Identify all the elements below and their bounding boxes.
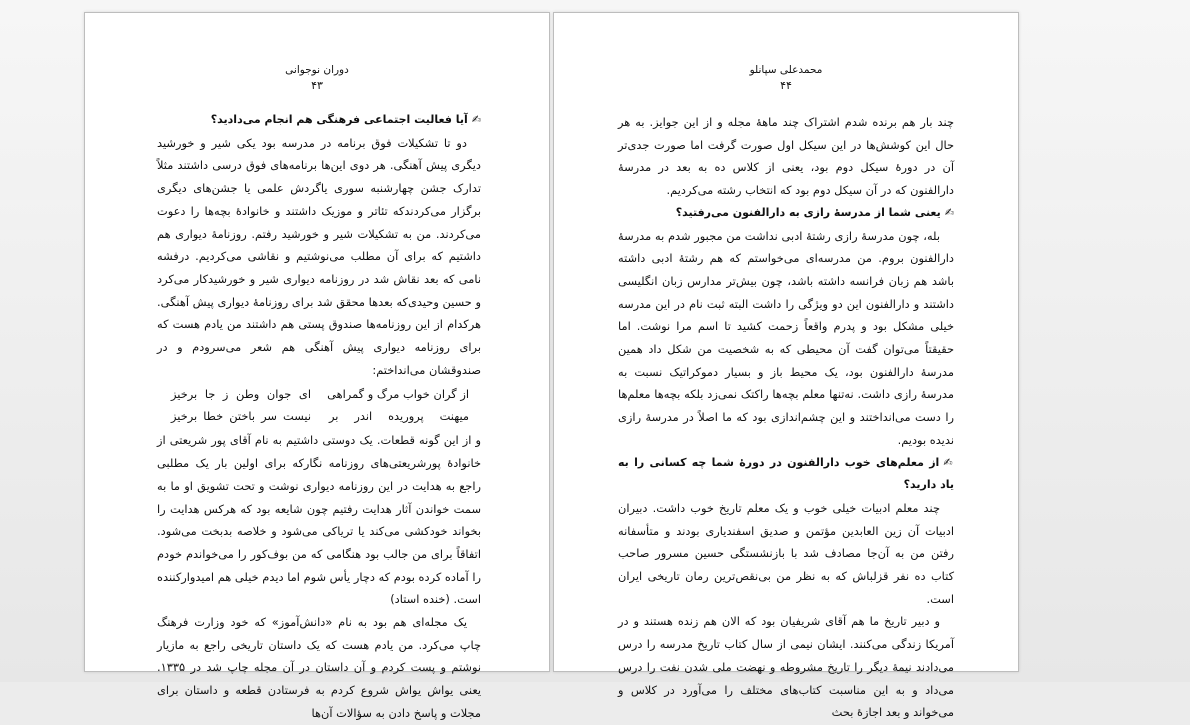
page-body — [618, 111, 954, 724]
page-44 — [553, 12, 1019, 720]
poem — [157, 383, 481, 427]
poem-hemistich: نیست سر باختن خطا برخیز — [171, 409, 311, 424]
question-text: از معلم‌های خوب دارالفنون در دورهٔ شما چه کسانی را به یاد دارید؟ — [618, 455, 954, 492]
paragraph: چند معلم ادبیات خیلی خوب و یک معلم تاریخ خوب داشت. دبیران ادبیات آن زین العابدین مؤتمن و صدیق اسفندیاری بودند و متأسفانه رفتن من به آن‌جا مصادف شد با بازنشستگی حسین مسرور صاحب کتاب ده نفر قزلباش که به نظر من بی‌نقص‌ترین رمان تاریخی ایران است. — [618, 500, 954, 606]
pen-hand-icon: ✍ — [943, 455, 955, 469]
running-head: دوران نوجوانی — [285, 64, 349, 76]
poem-line — [171, 383, 469, 405]
page-43 — [84, 12, 550, 720]
poem-line — [171, 405, 469, 427]
paragraph: چند بار هم برنده شدم اشتراک چند ماههٔ مجله و از این جوایز. به هر حال این کوشش‌ها در این سیکل اول صورت گرفت اما صورت جدی‌تر آن در دورهٔ سیکل دوم بود، یعنی از کلاس ده به بعد در مدرسهٔ دارالفنون که در آن سیکل دوم بود که انتخاب رشته می‌کردیم. — [618, 115, 954, 198]
poem-hemistich: میهنت پروریده اندر بر — [329, 409, 469, 424]
question-text: یعنی شما از مدرسهٔ رازی به دارالفنون می‌رفتید؟ — [675, 205, 941, 219]
question-text: آیا فعالیت اجتماعی فرهنگی هم انجام می‌دادید؟ — [210, 113, 468, 126]
paragraph: دو تا تشکیلات فوق برنامه در مدرسه بود یکی شیر و خورشید دیگری پیش آهنگی. هر دوی این‌ها برنامه‌های فوق درسی داشتند مثلاً تدارک جشن چهارشنبه سوری یاگردش علمی یا جشن‌های دیگری برگزار می‌کردندکه تئاتر و موزیک داشتند و خانوادهٔ بچه‌ها را دعوت می‌کردند. من به تشکیلات شیر و خورشید رفتم. روزنامهٔ دیواری هم داشتیم که برای آن مطلب می‌نوشتیم و نقاشی می‌کردیم. درفشه نامی که بعد نقاش شد در روزنامه دیواری شیر و خورشیدکار می‌کرد و حسین وحیدی‌که بعدها محقق شد برای روزنامهٔ دیواری پیش آهنگی. هرکدام از این روزنامه‌ها صندوق پستی هم داشتند من یادم هست که برای روزنامه دیواری پیش آهنگی هم شعر می‌سرودم و در صندوقشان می‌انداختم: — [157, 135, 481, 377]
running-head: محمدعلی سپانلو — [749, 64, 823, 76]
paragraph: و دبیر تاریخ ما هم آقای شریفیان بود که الان هم زنده هستند و در آمریکا زندگی می‌کنند. ایشان نیمی از سال کتاب تاریخ مدرسه را درس می‌دادند نیمهٔ دیگر را تاریخ مشروطه و نهضت ملی شدن نفت را درس می‌داد و به این مناسبت کتاب‌های مختلف را می‌آورد در کلاس و می‌خواند و بعد اجازهٔ بحث — [618, 614, 954, 720]
pen-hand-icon: ✍ — [944, 205, 954, 219]
poem-hemistich: ای جوان وطن ز جا برخیز — [171, 387, 311, 402]
paragraph: بله، چون مدرسهٔ رازی رشتهٔ ادبی نداشت من مجبور شدم به مدرسهٔ دارالفنون بروم. من مدرسه‌ای می‌خواستم که هم رشتهٔ ادبی داشته باشد هم زبان فرانسه داشته باشد، چون بیش‌تر مدارس زبان انگلیسی داشتند و دارالفنون این دو ویژگی را داشت البته ثبت نام در این مدرسه خیلی مشکل بود و پدرم واقعاً زحمت کشید تا اسم مرا نوشت. اما حقیقتاً می‌توان گفت آن محیطی که به شخصیت من شکل داد همین مدرسهٔ دارالفنون بود، یک محیط باز و بسیار دموکراتیک نسبت به مدرسهٔ رازی داشت. نه‌تنها معلم بچه‌ها راکتک نمی‌زد بلکه بچه‌ها معلم‌ها را دست می‌انداختند و این چشم‌اندازی بود که ما اصلاً در مدرسهٔ رازی ندیده بودیم. — [618, 228, 954, 447]
interview-question — [157, 109, 481, 132]
page-body — [157, 109, 481, 725]
paragraph: یک مجله‌ای هم بود به نام «دانش‌آموز» که خود وزارت فرهنگ چاپ می‌کرد. من یادم هست که یک داستان تاریخی راجع به مازیار نوشتم و پست کردم و آن داستان در آن مجله چاپ شد در ۱۳۳۵. یعنی یواش یواش شروع کردم به فرستادن قطعه و داستان برای مجلات و پاسخ دادن به سؤالات آن‌ها — [157, 615, 481, 720]
page-number: ۴۳ — [311, 79, 323, 92]
interview-question — [618, 202, 954, 225]
interview-question — [618, 452, 954, 497]
page-number: ۴۴ — [780, 79, 792, 92]
paragraph: و از این گونه قطعات. یک دوستی داشتیم به نام آقای پور شریعتی از خانوادهٔ پورشریعتی‌های روزنامه نگارکه برای اولین بار یک مطلبی راجع به هدایت در این روزنامه دیواری نوشت و تحت تشویق او ما به سمت خواندن آثار هدایت رفتیم چون شایعه بود که هرکس هدایت را بخواند خودکشی می‌کند یا تریاکی می‌شود و خلاصه بدبخت می‌شود. اتفاقاً برای من جالب بود هنگامی که من بوف‌کور را می‌خواندم خودم را آماده کرده بودم که دچار یأس شوم اما دیدم خیلی هم امیدوارکننده است. (خنده استاد) — [157, 433, 481, 607]
poem-hemistich: از گران خواب مرگ و گمراهی — [327, 387, 469, 402]
pen-hand-icon: ✍ — [471, 113, 481, 126]
